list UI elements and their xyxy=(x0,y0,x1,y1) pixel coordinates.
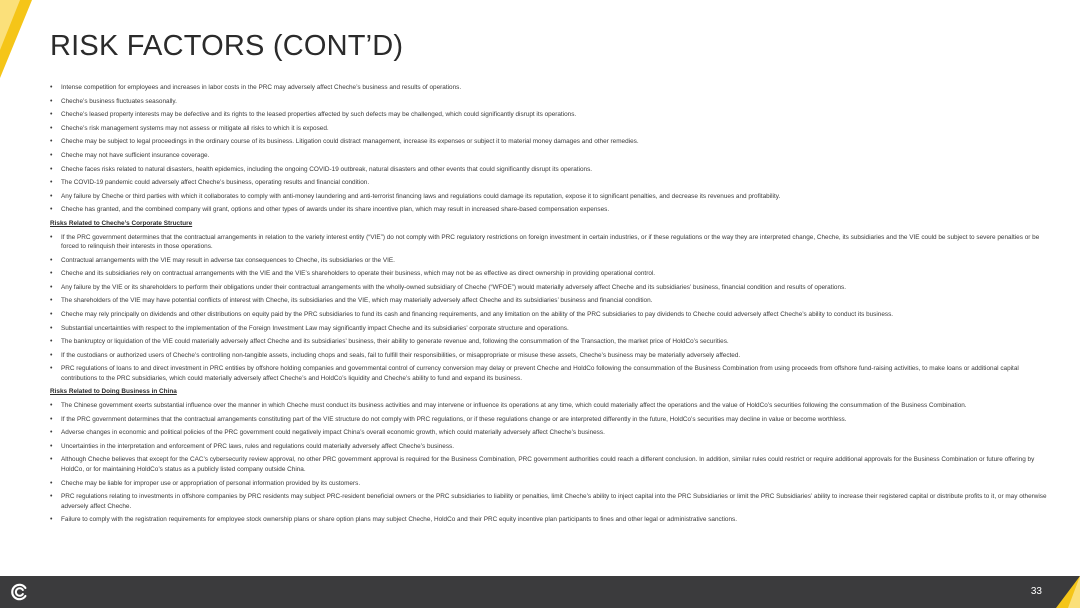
risk-factor-text: The shareholders of the VIE may have potential conflicts of interest with Cheche, its subsidiaries and the VIE, which may materially adversely affect Cheche and its subsidiaries’ business and financial condition. xyxy=(61,297,653,305)
risk-factor-text: The bankruptcy or liquidation of the VIE could materially adversely affect Cheche and its subsidiaries’ business, their ability to generate revenue and, following the consummation of the Transaction, the market price of HoldCo’s securities. xyxy=(61,338,729,346)
bullet-icon: • xyxy=(50,479,53,487)
risk-factor-item xyxy=(50,283,1050,293)
bullet-icon: • xyxy=(50,84,53,91)
bullet-icon: • xyxy=(50,124,53,132)
risk-factor-text: PRC regulations of loans to and direct investment in PRC entities by offshore holding companies and governmental control of currency conversion may delay or prevent Cheche and HoldCo following the consummation of the Business Combination from using proceeds from offshore fund-raising activities, to make loans or additional capital contributions to the PRC subsidiaries, which could materially adversely affect Cheche’s and HoldCo’s liquidity and Cheche’s ability to fund and expand its business. xyxy=(61,365,1019,382)
risk-factor-item xyxy=(50,256,1050,266)
risk-factor-item xyxy=(50,124,1050,134)
bullet-icon: • xyxy=(50,97,53,105)
bullet-icon: • xyxy=(50,415,53,423)
risk-factor-text: The COVID-19 pandemic could adversely affect Cheche’s business, operating results and financial condition. xyxy=(61,179,370,187)
risk-factor-text: Any failure by Cheche or third parties with which it collaborates to comply with anti-money laundering and anti-terrorist financing laws and regulations could damage its reputation, expose it to significant penalties, and decrease its revenues and profitability. xyxy=(61,192,781,200)
bullet-icon: • xyxy=(50,111,53,119)
page-title: RISK FACTORS (CONT’D) xyxy=(50,30,404,62)
risk-factor-item xyxy=(50,151,1050,161)
bullet-icon: • xyxy=(50,192,53,200)
bullet-icon: • xyxy=(50,270,53,278)
bullet-icon: • xyxy=(50,311,53,318)
risk-factor-text: Cheche’s business fluctuates seasonally. xyxy=(61,97,177,105)
bullet-icon: • xyxy=(50,351,53,359)
bullet-icon: • xyxy=(50,179,53,187)
risk-factor-text: The Chinese government exerts substantial influence over the manner in which Cheche must conduct its business activities and may intervene or influence its operations at any time, which could materially affect the operations and the value of HoldCo’s securities following the consummation of the Business Combination. xyxy=(61,402,967,410)
risk-factor-item xyxy=(50,205,1050,215)
bullet-icon: • xyxy=(50,429,53,437)
bullet-icon: • xyxy=(50,338,53,346)
risk-factor-text: If the PRC government determines that the contractual arrangements in relation to the variety interest entity (“VIE”) do not comply with PRC regulatory restrictions on foreign investment in certain industries, or if these regulations or the way they are interpreted change, Cheche, its subsidiaries and the VIE could be subject to severe penalties or be forced to relinquish their interests in those operations. xyxy=(61,233,1040,251)
risk-factor-item xyxy=(50,351,1050,361)
risk-factor-item xyxy=(50,428,1050,438)
risk-factor-item xyxy=(50,515,1050,525)
bullet-icon: • xyxy=(50,233,53,241)
bullet-icon: • xyxy=(50,324,53,332)
risk-factor-text: Cheche may be liable for improper use or appropriation of personal information provided by its customers. xyxy=(61,479,361,487)
risk-factor-item xyxy=(50,415,1050,425)
risk-factor-text: Adverse changes in economic and political policies of the PRC government could negatively impact China’s overall economic growth, which could materially adversely affect Cheche’s business. xyxy=(61,429,605,437)
risk-factor-text: Although Cheche believes that except for the CAC’s cybersecurity review approval, no other PRC government approval is required for the Business Combination, PRC government authorities could reach a different conclusion. In addition, similar rules could restrict or require additional approvals for the Business Combination or future offering by HoldCo, or for maintaining HoldCo’s status as a publicly listed company outside China. xyxy=(61,456,1035,473)
risk-factor-item xyxy=(50,364,1050,383)
bullet-icon: • xyxy=(50,456,53,464)
risk-factor-text: Contractual arrangements with the VIE may result in adverse tax consequences to Cheche, its subsidiaries or the VIE. xyxy=(61,256,395,264)
page-number: 33 xyxy=(1030,586,1042,597)
corner-accent-bottom-right-inner xyxy=(1068,576,1080,608)
bullet-icon: • xyxy=(50,283,53,291)
risk-factor-text: Uncertainties in the interpretation and enforcement of PRC laws, rules and regulations could materially adversely affect Cheche’s business. xyxy=(61,442,454,450)
risk-factor-item xyxy=(50,192,1050,202)
bullet-icon: • xyxy=(50,297,53,305)
risk-factor-item xyxy=(50,137,1050,147)
risk-factor-item xyxy=(50,310,1050,320)
risk-factor-text: Cheche’s leased property interests may be defective and its rights to the leased properties affected by such defects may be challenged, which could significantly disrupt its operations. xyxy=(61,111,577,119)
bullet-icon: • xyxy=(50,256,53,264)
risk-factor-item xyxy=(50,110,1050,120)
bullet-icon: • xyxy=(50,442,53,450)
bullet-icon: • xyxy=(50,516,53,524)
risk-factor-item xyxy=(50,492,1050,511)
section-heading: Risks Related to Doing Business in China xyxy=(50,388,177,396)
bullet-icon: • xyxy=(50,151,53,159)
bullet-icon: • xyxy=(50,206,53,214)
corner-accent-top-left-inner xyxy=(0,0,20,50)
risk-factor-item xyxy=(50,455,1050,474)
risk-factor-text: Intense competition for employees and increases in labor costs in the PRC may adversely affect Cheche’s business and results of operations. xyxy=(61,84,462,91)
risk-factor-list xyxy=(50,83,1050,529)
risk-factor-item xyxy=(50,165,1050,175)
risk-factor-item xyxy=(50,337,1050,347)
risk-factor-item xyxy=(50,324,1050,334)
risk-factor-item xyxy=(50,97,1050,107)
bullet-icon: • xyxy=(50,402,53,410)
bullet-icon: • xyxy=(50,165,53,173)
risk-factor-item xyxy=(50,296,1050,306)
risk-factor-text: Substantial uncertainties with respect to the implementation of the Foreign Investment Law may significantly impact Cheche and its subsidiaries’ corporate structure and operations. xyxy=(61,324,569,332)
risk-factor-text: If the custodians or authorized users of Cheche’s controlling non-tangible assets, including chops and seals, fail to fulfill their responsibilities, or misappropriate or misuse these assets, Cheche’s business may be materially adversely affected. xyxy=(61,351,741,359)
bullet-icon: • xyxy=(50,138,53,146)
risk-factor-item xyxy=(50,83,1050,93)
risk-factor-text: PRC regulations relating to investments in offshore companies by PRC residents may subject PRC-resident beneficial owners or the PRC subsidiaries to liability or penalties, limit Cheche’s ability to inject capital into the PRC Subsidiaries or limit the PRC Subsidiaries’ ability to increase their registered capital or distribute profits to it, or may otherwise adversely affect Cheche. xyxy=(61,493,1047,510)
risk-factor-text: Cheche’s risk management systems may not assess or mitigate all risks to which it is exposed. xyxy=(61,124,329,132)
risk-factor-item xyxy=(50,178,1050,188)
section-heading: Risks Related to Cheche’s Corporate Structure xyxy=(50,219,193,227)
risk-factor-text: Cheche may not have sufficient insurance coverage. xyxy=(61,151,210,159)
risk-factor-item xyxy=(50,269,1050,279)
risk-factor-text: Any failure by the VIE or its shareholders to perform their obligations under their contractual arrangements with the wholly-owned subsidiary of Cheche (“WFOE”) would materially adversely affect Cheche and its subsidiaries’ business, financial condition and results of operations. xyxy=(61,283,847,291)
risk-factor-item xyxy=(50,442,1050,452)
risk-factor-text: Cheche faces risks related to natural disasters, health epidemics, including the ongoing COVID-19 outbreak, natural disasters and other events that could significantly disrupt its operations. xyxy=(61,165,593,173)
bullet-icon: • xyxy=(50,493,53,501)
risk-factor-text: Cheche has granted, and the combined company will grant, options and other types of awards under its share incentive plan, which may result in increased share-based compensation expenses. xyxy=(61,206,610,214)
risk-factor-item xyxy=(50,233,1050,252)
bullet-icon: • xyxy=(50,365,53,373)
risk-factor-text: Cheche may rely principally on dividends and other distributions on equity paid by the PRC subsidiaries to fund its cash and financing requirements, and any limitation on the ability of the PRC subsidiaries to pay dividends to Cheche could adversely affect Cheche’s ability to conduct its business. xyxy=(61,311,894,318)
risk-factor-item xyxy=(50,401,1050,411)
risk-factor-item xyxy=(50,479,1050,489)
risk-factor-text: Cheche may be subject to legal proceedings in the ordinary course of its business. Litigation could distract management, increase its expenses or subject it to material money damages and other remedies. xyxy=(61,138,639,146)
risk-factor-text: Cheche and its subsidiaries rely on contractual arrangements with the VIE and the VIE’s shareholders to operate their business, which may not be as effective as direct ownership in providing operational control. xyxy=(61,270,656,278)
risk-factor-text: If the PRC government determines that the contractual arrangements constituting part of the VIE structure do not comply with PRC regulations, or if these regulations change or are interpreted differently in the future, HoldCo’s securities may decline in value or become worthless. xyxy=(61,415,847,423)
footer-bar xyxy=(0,576,1080,608)
risk-factor-text: Failure to comply with the registration requirements for employee stock ownership plans or share option plans may subject Cheche, HoldCo and their PRC equity incentive plan participants to fines and other legal or administrative sanctions. xyxy=(61,516,737,524)
company-logo-icon xyxy=(11,583,29,601)
